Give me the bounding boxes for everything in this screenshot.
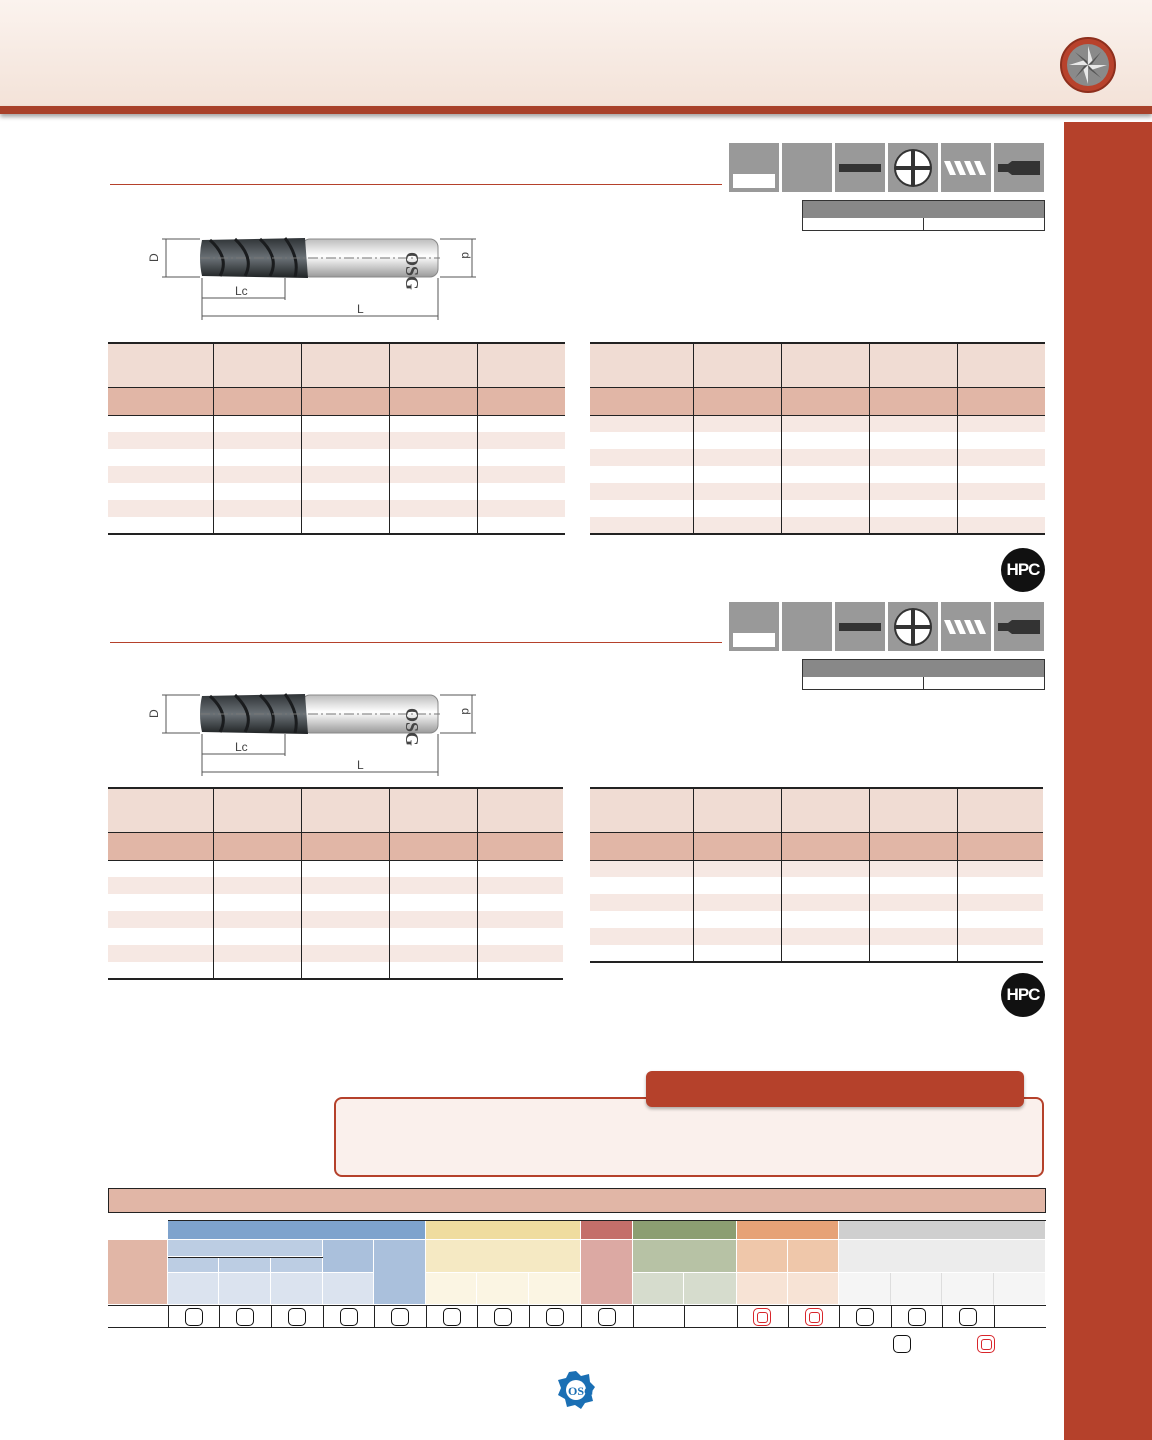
svg-text:L: L xyxy=(357,758,364,772)
svg-text:d: d xyxy=(459,708,473,715)
svg-text:OSG: OSG xyxy=(402,708,422,747)
section-2-spec-box xyxy=(802,659,1045,690)
group-steel-header xyxy=(168,1221,426,1240)
optimal-double-square-icon xyxy=(753,1308,771,1326)
suitable-circle-icon xyxy=(340,1308,358,1326)
svg-text:OSG: OSG xyxy=(568,1384,594,1398)
legend-optimal-double-square-icon xyxy=(977,1335,995,1353)
shank-end-icon xyxy=(994,602,1044,651)
suitable-circle-icon xyxy=(494,1308,512,1326)
suitable-circle-icon xyxy=(959,1308,977,1326)
notice-box xyxy=(334,1097,1044,1177)
header-rule xyxy=(0,106,1152,114)
suitable-circle-icon xyxy=(391,1308,409,1326)
group-cast-iron-header xyxy=(581,1221,633,1240)
side-index-tab xyxy=(1064,122,1152,1440)
hpc-badge: HPC xyxy=(1001,548,1045,592)
svg-text:Lc: Lc xyxy=(235,740,248,754)
four-flute-cross-icon xyxy=(888,602,938,651)
notice-tab xyxy=(646,1071,1024,1107)
section-2-icon-strip xyxy=(729,602,1044,651)
svg-text:OSG: OSG xyxy=(402,252,422,291)
section-1-table-right xyxy=(590,342,1045,535)
group-heat-resistant-header xyxy=(737,1221,839,1240)
shank-bar-icon xyxy=(835,602,885,651)
group-nonferrous-header xyxy=(839,1221,1046,1240)
dim-D-label: D xyxy=(147,253,161,262)
suitable-circle-icon xyxy=(598,1308,616,1326)
shank-bar-icon xyxy=(835,143,885,192)
header-band xyxy=(0,0,1152,108)
section-2-rule xyxy=(110,642,722,643)
helix-stripes-icon xyxy=(941,143,991,192)
four-flute-cross-icon xyxy=(888,143,938,192)
svg-text:L: L xyxy=(357,302,364,316)
suitable-circle-icon xyxy=(856,1308,874,1326)
blank-spec-icon xyxy=(729,143,779,192)
suitable-circle-icon xyxy=(443,1308,461,1326)
section-1-icon-strip xyxy=(729,143,1044,192)
suitable-circle-icon xyxy=(288,1308,306,1326)
legend-suitable-circle-icon xyxy=(893,1335,911,1353)
group-hardened-header xyxy=(633,1221,737,1240)
hpc-badge-2: HPC xyxy=(1001,973,1045,1017)
group-stainless-header xyxy=(426,1221,581,1240)
svg-text:D: D xyxy=(147,709,161,718)
dim-d-label: d xyxy=(459,252,473,259)
suitable-circle-icon xyxy=(185,1308,203,1326)
material-table xyxy=(108,1220,1046,1328)
cutter-end-view-icon xyxy=(1060,37,1116,93)
blank-spec-icon-2 xyxy=(782,143,832,192)
material-row-label xyxy=(108,1240,168,1305)
section-1-spec-box xyxy=(802,200,1045,231)
suitable-circle-icon xyxy=(908,1308,926,1326)
svg-text:Lc: Lc xyxy=(235,284,248,298)
blank-spec-icon xyxy=(729,602,779,651)
optimal-double-square-icon xyxy=(805,1308,823,1326)
section-1-endmill-drawing xyxy=(140,228,490,320)
suitable-circle-icon xyxy=(236,1308,254,1326)
section-2-table-right xyxy=(590,787,1043,963)
suitable-circle-icon xyxy=(546,1308,564,1326)
shank-end-icon xyxy=(994,143,1044,192)
section-2-table-left xyxy=(108,787,563,980)
material-table-header xyxy=(108,1188,1046,1213)
osg-logo-icon xyxy=(556,1370,596,1410)
blank-spec-icon-2 xyxy=(782,602,832,651)
section-1-rule xyxy=(110,184,722,185)
section-2-endmill-drawing xyxy=(140,684,490,776)
helix-stripes-icon xyxy=(941,602,991,651)
section-1-table-left xyxy=(108,342,565,535)
